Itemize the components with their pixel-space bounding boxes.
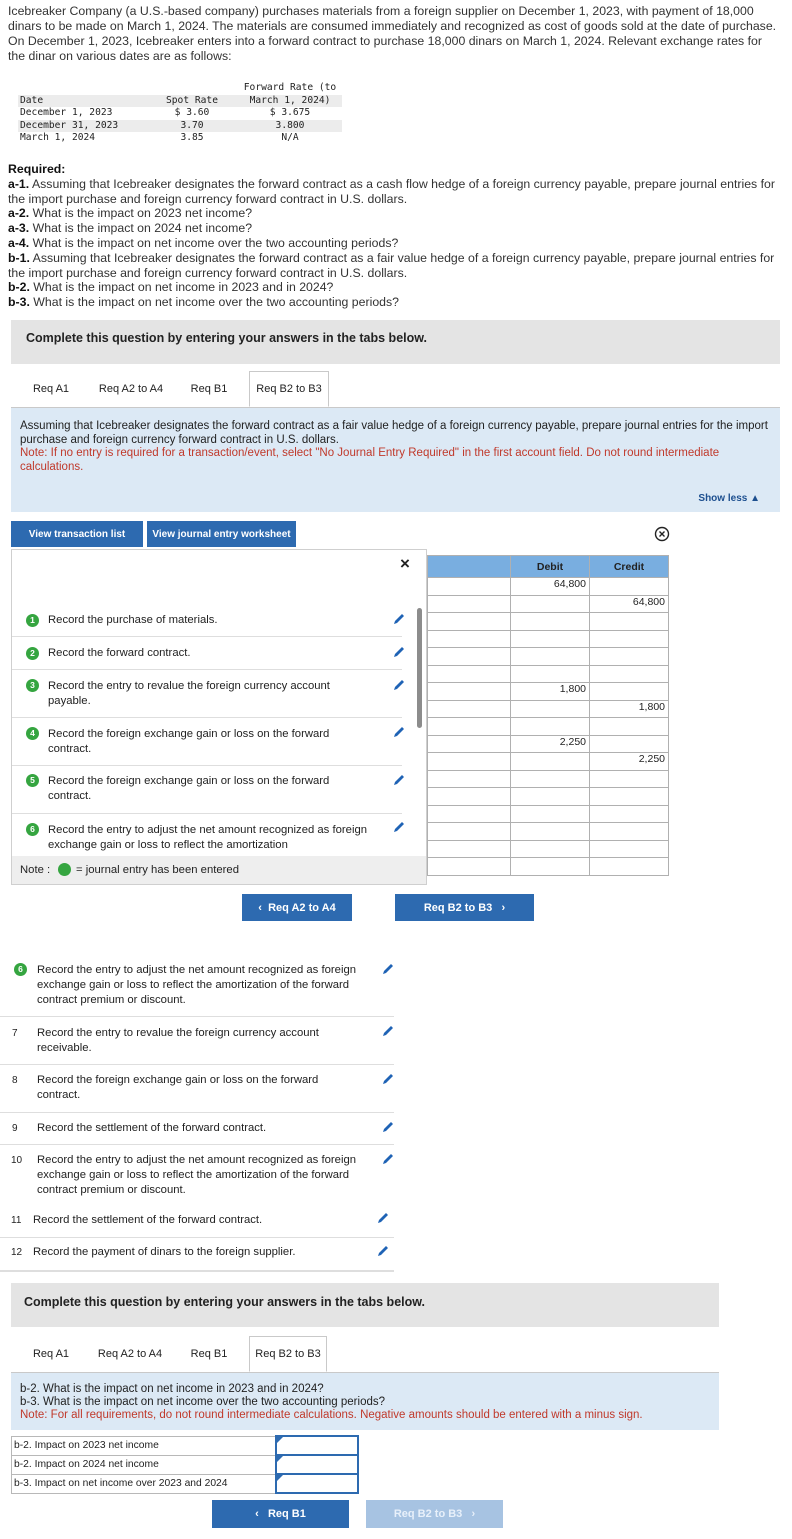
credit-cell[interactable]: 1,800 [590,700,669,718]
forward-rate-header-2: March 1, 2024) [238,95,342,108]
table-row [428,718,669,736]
tab-req-b2-b3[interactable]: Req B2 to B3 [249,1336,327,1372]
debit-cell[interactable] [511,823,590,841]
table-row [428,770,669,788]
complete-banner-2: Complete this question by entering your answers in the tabs below. [11,1283,719,1327]
edit-pencil-icon[interactable] [392,645,406,659]
legend: Note : = journal entry has been entered [12,856,426,885]
debit-header: Debit [511,556,590,578]
rate-forward: $ 3.675 [269,107,311,118]
transaction-item[interactable]: 2 Record the forward contract. [12,637,402,670]
next-req-b2-b3-button[interactable]: Req B2 to B3 › [395,894,534,921]
debit-cell[interactable]: 64,800 [511,578,590,596]
transaction-item[interactable]: 4 Record the foreign exchange gain or loss on the forward contract. [12,718,402,766]
table-row [428,823,669,841]
scrollbar[interactable] [417,608,422,728]
edit-pencil-icon[interactable] [376,1211,390,1225]
table-row [428,683,669,701]
show-less-link[interactable]: Show less ▲ [698,493,760,504]
credit-cell[interactable]: 2,250 [590,753,669,771]
credit-cell[interactable] [590,578,669,596]
transaction-item[interactable]: 9 Record the settlement of the forward contract. [0,1113,394,1145]
transaction-list-popup [11,549,427,885]
debit-cell[interactable] [511,630,590,648]
debit-cell[interactable] [511,770,590,788]
table-row [428,613,669,631]
required-item: b-3. What is the impact on net income over the two accounting periods? [8,295,399,310]
debit-cell[interactable] [511,665,590,683]
credit-cell[interactable] [590,770,669,788]
transaction-item[interactable]: 6 Record the entry to adjust the net amount recognized as foreign exchange gain or loss to reflect the amortization [12,814,402,856]
chevron-left-icon: ‹ [258,901,269,914]
credit-header: Credit [590,556,669,578]
transaction-item[interactable]: 3 Record the entry to revalue the foreign currency account payable. [12,670,402,718]
edit-pencil-icon[interactable] [381,1072,395,1086]
transaction-item[interactable]: 10 Record the entry to adjust the net amount recognized as foreign exchange gain or loss to reflect the amortization of the forward contract premium or discount. [11,1154,357,1196]
instruction-panel-2: b-2. What is the impact on net income in 2023 and in 2024? b-3. What is the impact on net income over the two accounting periods? Note: For all requirements, do not round intermediate calculations. Negative amounts should be entered with a minus sign. [11,1372,719,1430]
tab-req-a2-a4[interactable]: Req A2 to A4 [91,1336,169,1372]
forward-rate-header: Forward Rate (to [243,82,337,93]
tab-req-b1[interactable]: Req B1 [171,371,247,407]
debit-cell[interactable] [511,648,590,666]
edit-pencil-icon[interactable] [392,820,406,834]
debit-cell[interactable] [511,805,590,823]
debit-cell[interactable] [511,788,590,806]
edit-pencil-icon[interactable] [392,773,406,787]
transaction-item[interactable]: 1 Record the purchase of materials. [12,608,402,637]
table-row [428,805,669,823]
edit-pencil-icon[interactable] [381,962,395,976]
next-req-b2-b3-button-disabled: Req B2 to B3 › [366,1500,503,1528]
table-row [12,1436,358,1455]
table-row [428,753,669,771]
required-item: a-1. Assuming that Icebreaker designates the forward contract as a cash flow hedge of a foreign currency payable, prepare journal entries for the import purchase and foreign currency forward contract in U.S. dollars. [8,176,775,206]
chevron-right-icon: › [462,1508,476,1520]
debit-cell[interactable] [511,595,590,613]
journal-table [427,555,669,876]
instruction-panel [11,407,780,512]
credit-cell[interactable] [590,613,669,631]
credit-cell[interactable] [590,735,669,753]
rate-date: March 1, 2024 [20,132,96,143]
rate-forward: 3.800 [238,120,342,133]
transaction-item[interactable]: 5 Record the foreign exchange gain or loss on the forward contract. [12,766,402,814]
instruction-note: Note: If no entry is required for a transaction/event, select "No Journal Entry Required" in the first account field. Do not round intermediate calculations. [20,447,720,473]
exchange-rate-table [18,82,342,145]
table-row [428,788,669,806]
transaction-item[interactable]: 6 Record the entry to adjust the net amount recognized as foreign exchange gain or loss to reflect the amortization of the forward contract premium or discount. [0,955,394,1017]
view-journal-worksheet-button[interactable]: View journal entry worksheet [147,521,296,547]
credit-cell[interactable] [590,823,669,841]
chevron-left-icon: ‹ [255,1508,268,1520]
impact-2024-input[interactable] [276,1455,358,1474]
credit-cell[interactable] [590,805,669,823]
required-item: b-2. What is the impact on net income in 2023 and in 2024? [8,280,334,295]
edit-pencil-icon[interactable] [392,725,406,739]
close-circle-icon[interactable] [654,526,670,542]
rate-spot: 3.70 [146,120,238,133]
required-item: a-2. What is the impact on 2023 net income? [8,206,253,221]
tab-req-a1[interactable]: Req A1 [11,371,91,407]
chevron-right-icon: › [492,901,506,914]
table-row [428,630,669,648]
problem-intro: Icebreaker Company (a U.S.-based company) purchases materials from a foreign supplier on December 1, 2023, with payment of 18,000 dinars to be made on March 1, 2024. The materials are consumed immediately and recognized as cost of goods sold at the date of purchase. On December 1, 2023, Icebreaker enters into a forward contract to purchase 18,000 dinars on March 1, 2024. Relevant exchange rates for the dinar on various dates are as follows: [8,4,777,63]
rate-date: December 1, 2023 [20,107,113,118]
answer-table [11,1435,359,1494]
credit-cell[interactable] [590,683,669,701]
view-transaction-list-button[interactable]: View transaction list [11,521,143,547]
debit-cell[interactable] [511,840,590,858]
transaction-item[interactable]: 11 Record the settlement of the forward contract. [0,1207,394,1238]
required-item: a-4. What is the impact on net income over the two accounting periods? [8,235,399,250]
spot-rate-header: Spot Rate [146,95,238,108]
answer-label: b-3. Impact on net income over 2023 and 2024 [12,1474,276,1493]
debit-cell[interactable] [511,858,590,876]
date-header: Date [18,95,146,108]
prev-req-a2-a4-button[interactable]: ‹ Req A2 to A4 [242,894,352,921]
table-row [428,700,669,718]
required-item: a-3. What is the impact on 2024 net income? [8,221,253,236]
edit-pencil-icon[interactable] [381,1152,395,1166]
debit-cell[interactable] [511,700,590,718]
table-row [12,1474,358,1493]
transaction-item[interactable]: 7 Record the entry to revalue the foreign currency account receivable. [0,1017,394,1065]
table-row [428,840,669,858]
credit-cell[interactable] [590,840,669,858]
debit-cell[interactable] [511,718,590,736]
tab-req-a2-a4[interactable]: Req A2 to A4 [91,371,171,407]
tab-req-b2-b3[interactable]: Req B2 to B3 [249,371,329,407]
debit-cell[interactable] [511,613,590,631]
rate-spot: 3.85 [180,132,204,143]
credit-cell[interactable] [590,788,669,806]
transaction-item[interactable]: 8 Record the foreign exchange gain or loss on the forward contract. [0,1065,394,1113]
close-icon[interactable]: × [400,554,410,573]
required-item: b-1. Assuming that Icebreaker designates the forward contract as a fair value hedge of a foreign currency payable, prepare journal entries for the import purchase and foreign currency forward contract in U.S. dollars. [8,250,775,280]
edit-pencil-icon[interactable] [381,1024,395,1038]
table-row [428,595,669,613]
tab-req-a1[interactable]: Req A1 [11,1336,91,1372]
edit-pencil-icon[interactable] [392,612,406,626]
complete-banner: Complete this question by entering your answers in the tabs below. [11,320,780,364]
table-row [428,648,669,666]
prev-req-b1-button[interactable]: ‹ Req B1 [212,1500,349,1528]
required-title: Required: [8,162,66,176]
entered-indicator-icon [58,863,71,876]
rate-date: December 31, 2023 [18,120,146,133]
credit-cell[interactable] [590,858,669,876]
table-row [428,665,669,683]
table-row [12,1455,358,1474]
debit-cell[interactable] [511,753,590,771]
table-row [428,578,669,596]
transaction-item[interactable]: 12 Record the payment of dinars to the foreign supplier. [0,1238,394,1272]
edit-pencil-icon[interactable] [392,678,406,692]
answer-label: b-2. Impact on 2024 net income [12,1455,276,1474]
impact-2023-input[interactable] [276,1436,358,1455]
credit-cell[interactable] [590,630,669,648]
table-row [428,858,669,876]
credit-cell[interactable] [590,648,669,666]
edit-pencil-icon[interactable] [381,1120,395,1134]
credit-cell[interactable] [590,665,669,683]
tab-req-b1[interactable]: Req B1 [169,1336,249,1372]
table-row [428,735,669,753]
debit-cell[interactable]: 1,800 [511,683,590,701]
answer-label: b-2. Impact on 2023 net income [12,1436,276,1455]
required-section [8,162,778,310]
debit-cell[interactable]: 2,250 [511,735,590,753]
credit-cell[interactable] [590,718,669,736]
rate-forward: N/A [281,132,299,143]
rate-spot: $ 3.60 [174,107,210,118]
instruction-text: Assuming that Icebreaker designates the forward contract as a fair value hedge of a foreign currency payable, prepare journal entries for the import purchase and foreign currency forward contract in U.S. dollars. [20,420,768,446]
credit-cell[interactable]: 64,800 [590,595,669,613]
edit-pencil-icon[interactable] [376,1244,390,1258]
impact-total-input[interactable] [276,1474,358,1493]
